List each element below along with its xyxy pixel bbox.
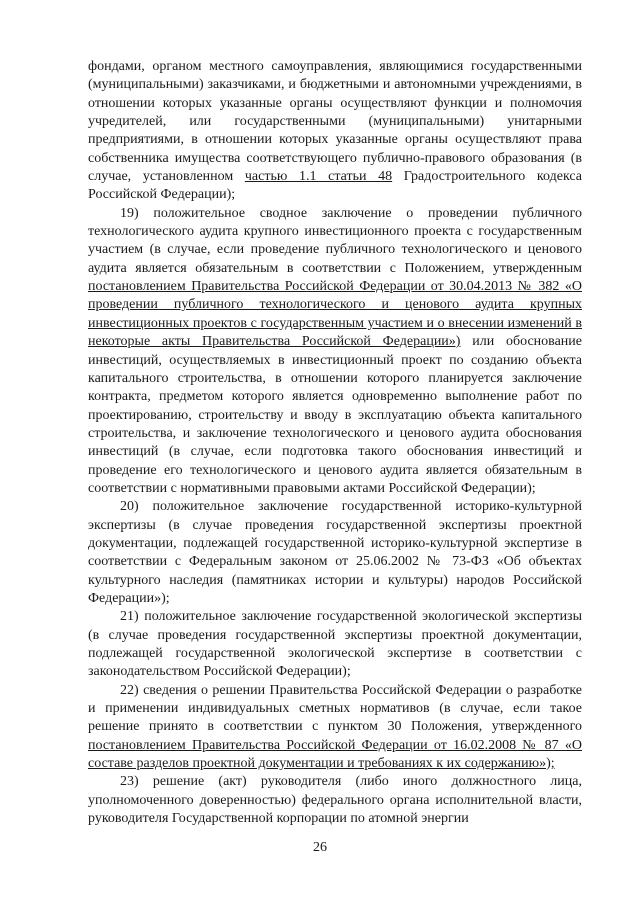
document-body xyxy=(88,58,582,828)
page-number: 26 xyxy=(313,840,327,855)
paragraph-text: фондами, органом местного самоуправления, являющимися государственными (муниципальными) заказчиками, и бюджетными и автономными учреждениями, в отношении которых указанные органы осуществляют функции и полномочия учредителей, или государственными (муниципальными) унитарными предприятиями, в отношении которых указанные органы осуществляют права собственника имущества соответствующего публично-правового образования (в случае, установленном xyxy=(88,59,582,185)
paragraph-item-21: 21) положительное заключение государственной экологической экспертизы (в случае проведения государственной экспертизы проектной документации, подлежащей государственной экологической экспертизе в соответствии с законодательством Российской Федерации); xyxy=(88,609,582,680)
paragraph-item-23: 23) решение (акт) руководителя (либо иного должностного лица, уполномоченного доверенностью) федерального органа исполнительной власти, руководителя Государственной корпорации по атомной энергии xyxy=(88,774,582,827)
paragraph-item-20: 20) положительное заключение государственной историко-культурной экспертизы (в случае проведения государственной экспертизы проектной документации, подлежащей государственной историко-культурной экспертизе в соответствии с Федеральным законом от 25.06.2002 № 73-ФЗ «Об объектах культурного наследия (памятниках истории и культуры) народов Российской Федерации»); xyxy=(88,499,582,606)
paragraph-continuation xyxy=(88,58,582,205)
paragraph-text: 22) сведения о решении Правительства Российской Федерации о разработке и применении индивидуальных сметных нормативов (в случае, если такое решение принято в соответствии с пунктом 30 Положения, утвержденного xyxy=(88,682,582,735)
law-reference-link[interactable]: частью 1.1 статьи 48 xyxy=(244,169,393,185)
paragraph-item-19 xyxy=(88,205,582,499)
law-reference-link[interactable]: постановлением Правительства Российской Федерации от 16.02.2008 № 87 «О составе разделов проектной документации и требованиях к их содержанию»); xyxy=(88,737,582,772)
paragraph-text: или обоснование инвестиций, осуществляемых в инвестиционный проект по созданию объекта капитального строительства, в отношении которого планируется заключение контракта, предметом которого является одновременно выполнение работ по проектированию, строительству и вводу в эксплуатацию объекта капитального строительства, и заключение технологического и ценового аудита обоснования инвестиций (в случае, если подготовка такого обоснования инвестиций и проведение его технологического и ценового аудита является обязательным в соответствии с нормативными правовыми актами Российской Федерации); xyxy=(88,334,582,496)
paragraph-text: 19) положительное сводное заключение о проведении публичного технологического аудита крупного инвестиционного проекта с государственным участием (в случае, если проведение публичного технологического и ценового аудита является обязательным в соответствии с Положением, утвержденным xyxy=(88,205,582,276)
paragraph-text: Градостроительного кодекса Российской Федерации); xyxy=(88,169,583,203)
law-reference-link[interactable]: постановлением Правительства Российской Федерации от 30.04.2013 № 382 «О проведении публичного технологического и ценового аудита крупных инвестиционных проектов с государственным участием и о внесении изменений в некоторые акты Правительства Российской Федерации») xyxy=(88,279,582,350)
paragraph-item-22 xyxy=(88,682,582,774)
